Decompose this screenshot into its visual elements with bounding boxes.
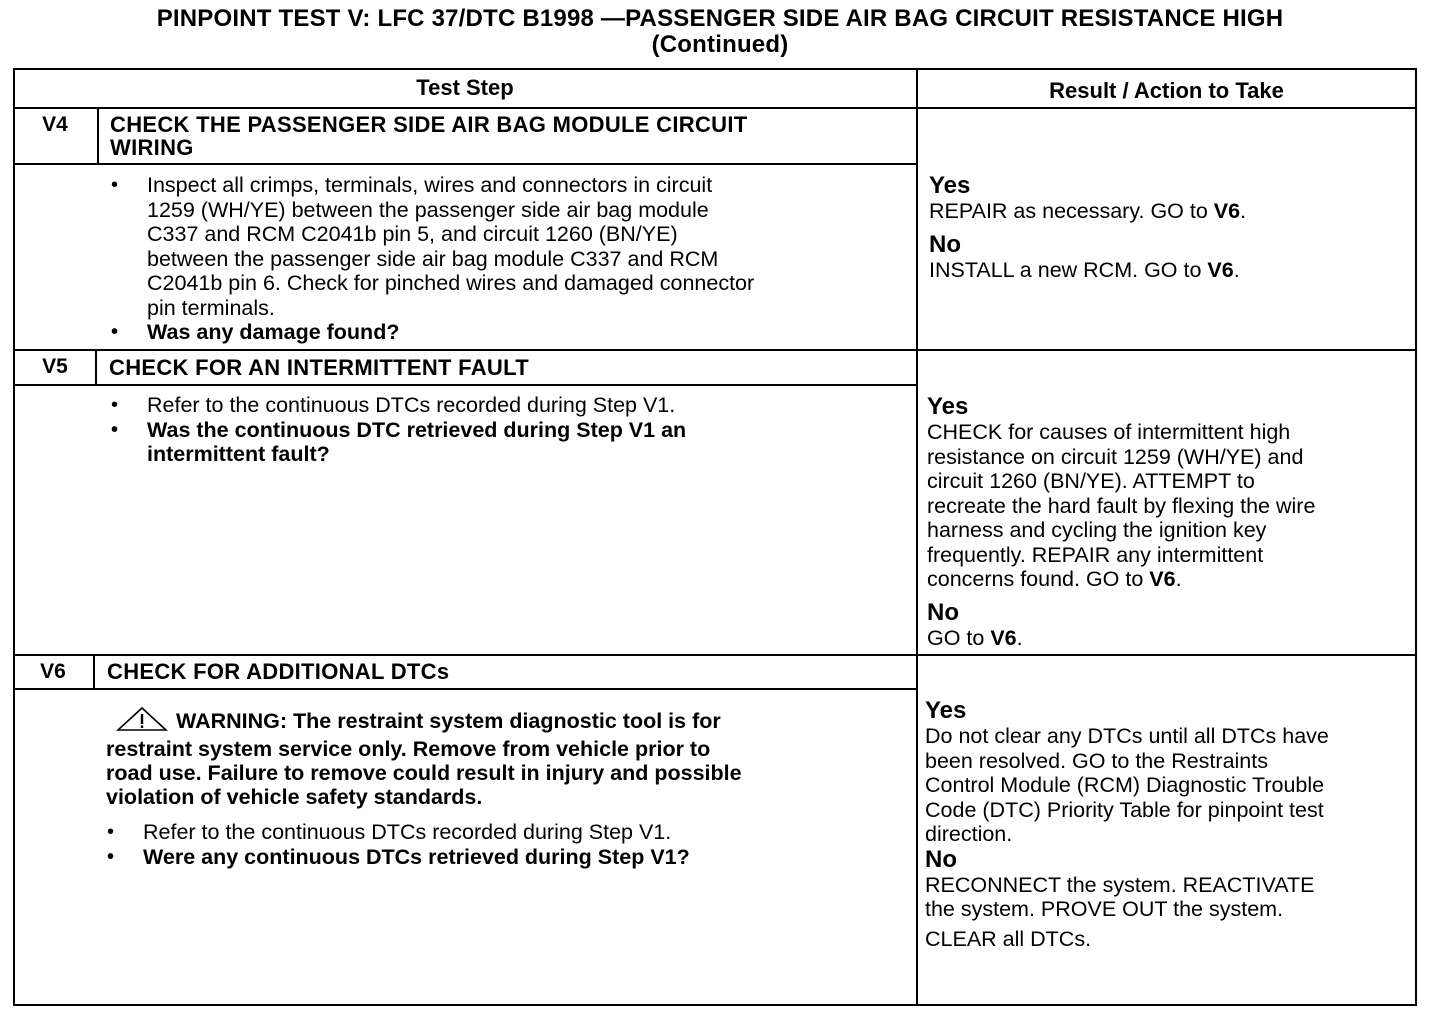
result-v6 <box>925 698 1413 951</box>
result-v4-no-ref: V6 <box>1207 257 1234 282</box>
result-v4-yes-ref: V6 <box>1213 199 1241 223</box>
result-v4 <box>929 173 1409 282</box>
page-title-line2: (Continued) <box>651 31 789 58</box>
header-result-action: Result / Action to Take <box>1049 78 1284 103</box>
result-v4-yes-label: Yes <box>929 172 971 199</box>
step-v6-bullet-refer: • Refer to the continuous DTCs recorded during Step V1. <box>107 820 897 845</box>
v4-title-rule <box>13 163 918 165</box>
result-v5-yes-line: frequently. REPAIR any intermittent <box>927 542 1264 567</box>
warning-line4: violation of vehicle safety standards. <box>106 785 483 809</box>
result-v6-yes-line: Do not clear any DTCs until all DTCs have <box>925 724 1329 748</box>
step-v4-bullet-inspect <box>111 173 901 320</box>
page-title <box>0 6 1440 58</box>
result-v5 <box>927 394 1412 650</box>
result-v5-no-ref: V6 <box>990 625 1017 650</box>
warning-line1-text: WARNING: The restraint system diagnostic tool is for <box>176 709 721 733</box>
result-v4-no-text: INSTALL a new RCM. GO to V6. <box>929 257 1240 282</box>
step-v4-bullet-line: • Inspect all crimps, terminals, wires and connectors in circuit <box>147 173 713 197</box>
v5-title-rule <box>13 384 918 386</box>
result-v6-yes-line: been resolved. GO to the Restraints <box>925 748 1268 773</box>
result-v6-no-line: the system. PROVE OUT the system. <box>925 897 1284 921</box>
step-id-v5: V5 <box>42 355 68 378</box>
step-id-v4: V4 <box>42 113 68 136</box>
step-title-v4-line2: WIRING <box>110 135 194 160</box>
v6-id-divider <box>93 654 95 690</box>
step-v6-bullets <box>107 820 897 869</box>
result-v5-yes-label: Yes <box>927 393 969 420</box>
step-title-v5: CHECK FOR AN INTERMITTENT FAULT <box>109 355 529 380</box>
v5-row-rule <box>13 654 1417 656</box>
header-rule <box>13 107 1417 109</box>
v4-id-divider <box>97 107 99 164</box>
v4-row-rule <box>13 349 1417 351</box>
step-title-v4 <box>110 113 747 159</box>
result-v4-yes-action: REPAIR as necessary. GO to <box>929 199 1214 223</box>
header-test-step: Test Step <box>416 75 514 100</box>
step-title-v6: CHECK FOR ADDITIONAL DTCs <box>107 659 450 684</box>
column-divider <box>916 68 918 1006</box>
result-v5-no-action: GO to <box>927 625 991 650</box>
result-v5-yes-line: harness and cycling the ignition key <box>927 518 1267 542</box>
step-v5-question-line2: intermittent fault? <box>147 442 330 466</box>
step-v5-bullets <box>111 393 901 467</box>
result-v6-no-line: RECONNECT the system. REACTIVATE <box>925 872 1315 897</box>
result-v6-yes-label: Yes <box>925 697 967 724</box>
step-v4-bullet-line: between the passenger side air bag module C337 and RCM <box>147 246 719 271</box>
result-v6-yes-line: Control Module (RCM) Diagnostic Trouble <box>925 773 1325 797</box>
v5-id-divider <box>95 349 97 385</box>
step-v4-bullet-line: 1259 (WH/YE) between the passenger side air bag module <box>147 197 709 222</box>
step-v5-question-line1: • Was the continuous DTC retrieved during Step V1 an <box>147 417 687 442</box>
warning-line2: restraint system service only. Remove from vehicle prior to <box>106 737 711 761</box>
result-v5-yes-last: concerns found. GO to V6. <box>927 567 1182 591</box>
step-v4-bullet-line: C337 and RCM C2041b pin 5, and circuit 1260 (BN/YE) <box>147 222 678 246</box>
result-v5-yes-ref: V6 <box>1149 567 1176 591</box>
result-v4-no-label: No <box>929 230 961 258</box>
step-v4-bullet-line: pin terminals. <box>147 295 275 320</box>
page-title-line1: PINPOINT TEST V: LFC 37/DTC B1998 —PASSENGER SIDE AIR BAG CIRCUIT RESISTANCE HIGH <box>156 5 1284 32</box>
step-v6-question: • Were any continuous DTCs retrieved during Step V1? <box>107 845 897 870</box>
step-v4-bullets <box>111 173 901 345</box>
v6-title-rule <box>13 688 918 690</box>
result-v6-yes-line: Code (DTC) Priority Table for pinpoint test <box>925 797 1324 822</box>
result-v5-yes-line: CHECK for causes of intermittent high <box>927 420 1291 444</box>
step-id-v6: V6 <box>40 660 66 683</box>
step-v4-question: • Was any damage found? <box>111 320 901 345</box>
result-v5-yes-action: concerns found. GO to <box>927 567 1150 591</box>
result-v5-no-text: GO to V6. <box>927 625 1023 650</box>
warning-block <box>106 706 906 809</box>
result-v5-yes-line: circuit 1260 (BN/YE). ATTEMPT to <box>927 469 1255 493</box>
step-v5-bullet-refer: • Refer to the continuous DTCs recorded during Step V1. <box>111 393 901 418</box>
result-v4-no-action: INSTALL a new RCM. GO to <box>929 257 1208 282</box>
result-v5-yes-line: resistance on circuit 1259 (WH/YE) and <box>927 444 1304 469</box>
warning-line3: road use. Failure to remove could result in injury and possible <box>106 761 742 785</box>
result-v6-no-line: CLEAR all DTCs. <box>925 926 1092 951</box>
step-v4-bullet-line: C2041b pin 6. Check for pinched wires and damaged connector <box>147 271 755 295</box>
result-v5-yes-line: recreate the hard fault by flexing the wire <box>927 493 1316 518</box>
warning-triangle-icon <box>116 706 168 737</box>
result-v6-no-label: No <box>925 845 957 873</box>
result-v5-no-label: No <box>927 598 959 626</box>
warning-line1 <box>106 706 906 737</box>
step-title-v4-line1: CHECK THE PASSENGER SIDE AIR BAG MODULE CIRCUIT <box>110 112 748 137</box>
result-v6-yes-line: direction. <box>925 822 1013 846</box>
step-v5-question <box>111 418 901 467</box>
result-v4-yes-text: REPAIR as necessary. GO to V6. <box>929 199 1247 223</box>
